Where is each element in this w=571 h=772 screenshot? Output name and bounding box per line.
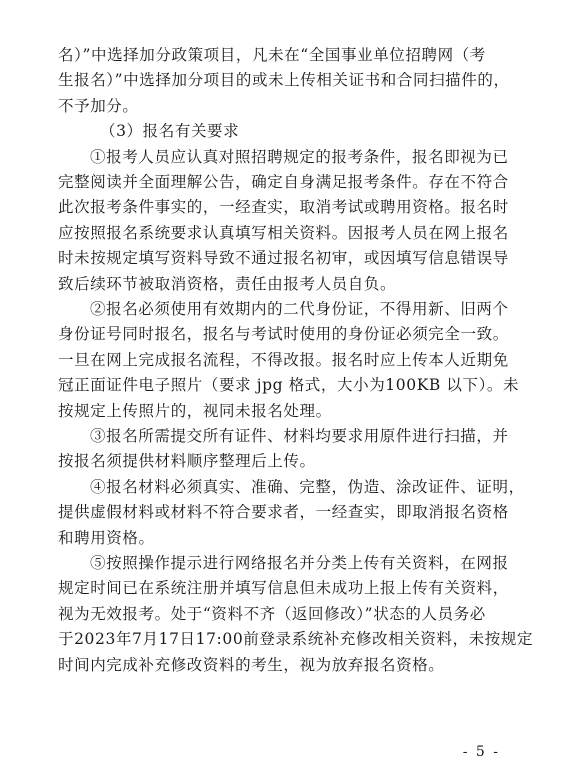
text-line: 提供虚假材料或材料不符合要求者，一经查实，即取消报名资格 <box>58 503 509 521</box>
text-line: 应按照报名系统要求认真填写相关资料。因报考人员在网上报名 <box>58 224 509 242</box>
text-line: 名）”中选择加分政策项目，凡未在“全国事业单位招聘网（考 <box>58 46 486 64</box>
text-line: 身份证号同时报名，报名与考试时使用的身份证必须完全一致。 <box>58 325 509 343</box>
text-line: 不予加分。 <box>58 97 139 115</box>
paragraph-5-start: ⑤按照操作提示进行网络报名并分类上传有关资料，在网报 <box>90 554 509 572</box>
text-line: 生报名）”中选择加分项目的或未上传相关证书和合同扫描件的， <box>58 71 510 89</box>
text-line: 一旦在网上完成报名流程，不得改报。报名时应上传本人近期免 <box>58 351 509 369</box>
text-line: 视为无效报考。处于“资料不齐（返回修改）”状态的人员务必 <box>58 605 486 623</box>
text-line: 和聘用资格。 <box>58 529 155 547</box>
text-line: 冠正面证件电子照片（要求 jpg 格式，大小为100KB 以下）。未 <box>58 376 520 394</box>
text-line: 致后续环节被取消资格，责任由报考人员自负。 <box>58 275 397 293</box>
paragraph-2-start: ②报名必须使用有效期内的二代身份证，不得用新、旧两个 <box>90 300 509 318</box>
text-line: 完整阅读并全面理解公告，确定自身满足报考条件。存在不符合 <box>58 173 509 191</box>
text-line: 按规定上传照片的，视同未报名处理。 <box>58 402 332 420</box>
paragraph-3-start: ③报名所需提交所有证件、材料均要求用原件进行扫描，并 <box>90 427 509 445</box>
paragraph-4-start: ④报名材料必须真实、准确、完整，伪造、涂改证件、证明， <box>90 478 525 496</box>
text-line: 规定时间已在系统注册并填写信息但未成功上报上传有关资料， <box>58 579 509 597</box>
page-number: - 5 - <box>462 744 500 760</box>
text-line: 时间内完成补充修改资料的考生，视为放弃报名资格。 <box>58 656 445 674</box>
text-line: 于2023年7月17日17:00前登录系统补充修改相关资料，未按规定 <box>58 630 534 648</box>
text-line: 时未按规定填写资料导致不通过报名初审，或因填写信息错误导 <box>58 249 509 267</box>
section-heading: （3）报名有关要求 <box>100 122 240 140</box>
text-line: 按报名须提供材料顺序整理后上传。 <box>58 452 316 470</box>
paragraph-1-start: ①报考人员应认真对照招聘规定的报考条件，报名即视为已 <box>90 148 509 166</box>
text-line: 此次报考条件事实的，一经查实，取消考试或聘用资格。报名时 <box>58 198 509 216</box>
